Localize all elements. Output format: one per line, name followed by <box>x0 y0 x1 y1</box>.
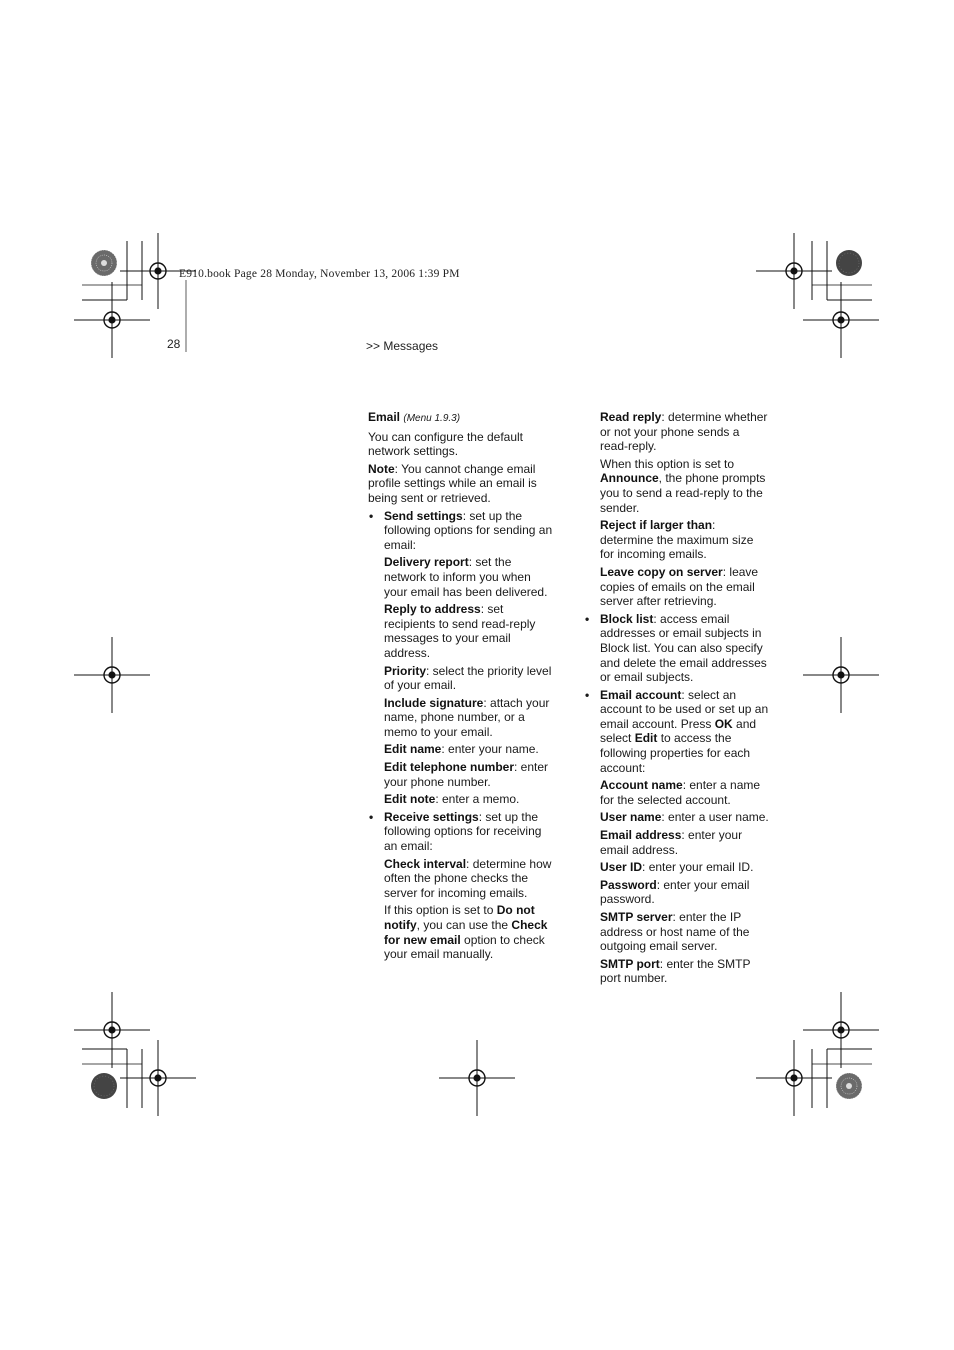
list-item: If this option is set to Do not notify, you can use the Check for new email option to check your email manually. <box>384 903 548 962</box>
registration-crosshair-icon <box>756 233 832 309</box>
color-bar-star-icon <box>836 1073 862 1099</box>
color-bar-dot-icon <box>91 1073 117 1099</box>
registration-crosshair-icon <box>756 1040 832 1116</box>
list-item: When this option is set to Announce, the phone prompts you to send a read-reply to the sender. <box>600 456 766 515</box>
list-item: Read reply: determine whether or not your phone sends a read-reply. <box>600 410 768 454</box>
block-list-item: • Block list: access email addresses or email subjects in Block list. You can also specify and delete the email addresses or email subjects. <box>584 612 770 685</box>
menu-reference: (Menu 1.9.3) <box>403 413 461 424</box>
registration-crosshair-icon <box>74 992 150 1068</box>
list-item: Account name: enter a name for the selected account. <box>600 778 761 807</box>
list-item: Leave copy on server: leave copies of emails on the email server after retrieving. <box>600 564 759 609</box>
section-title: >> Messages <box>366 339 439 353</box>
email-account-item: • Email account: select an account to be used or set up an email account. Press OK and select Edit to access the following properties for each account: <box>584 688 770 776</box>
list-item: SMTP server: enter the IP address or host name of the outgoing email server. <box>600 910 750 954</box>
registration-crosshair-icon <box>803 992 879 1068</box>
list-item: Priority: select the priority level of your email. <box>384 663 552 693</box>
page-title: Email <box>368 410 401 424</box>
list-item: Password: enter your email password. <box>600 877 750 907</box>
page-number: 28 <box>167 337 181 351</box>
registration-crosshair-icon <box>803 637 879 713</box>
intro-text: You can configure the default network settings. <box>368 429 524 459</box>
registration-crosshair-icon <box>439 1040 515 1116</box>
registration-crosshair-icon <box>803 282 879 358</box>
list-item: Delivery report: set the network to inform you when your email has been delivered. <box>384 555 548 599</box>
list-item: Reply to address: set recipients to send read-reply messages to your email address. <box>384 602 536 660</box>
registration-crosshair-icon <box>74 282 150 358</box>
list-item: User name: enter a user name. <box>600 810 769 825</box>
color-bar-dot-icon <box>836 250 862 276</box>
running-header: E910.book Page 28 Monday, November 13, 2006 1:39 PM <box>179 268 460 280</box>
left-column <box>368 410 554 965</box>
color-bar-star-icon <box>91 250 117 276</box>
list-item: Edit note: enter a memo. <box>384 792 520 807</box>
list-item: Email address: enter your email address. <box>600 828 743 857</box>
receive-settings-item: • Receive settings: set up the following options for receiving an email: <box>368 810 554 854</box>
list-item: Edit telephone number: enter your phone number. <box>384 760 549 789</box>
list-item: User ID: enter your email ID. <box>600 860 754 875</box>
list-item: Edit name: enter your name. <box>384 742 539 757</box>
registration-crosshair-icon <box>120 1040 196 1116</box>
email-heading <box>368 410 554 427</box>
list-item: Include signature: attach your name, phone number, or a memo to your email. <box>384 695 550 739</box>
send-settings-item: • Send settings: set up the following options for sending an email: <box>368 509 554 553</box>
list-item: SMTP port: enter the SMTP port number. <box>600 956 751 986</box>
registration-crosshair-icon <box>74 637 150 713</box>
right-column <box>584 410 770 989</box>
note: Note: You cannot change email profile settings while an email is being sent or retrieved. <box>368 461 537 505</box>
list-item: Reject if larger than: determine the maximum size for incoming emails. <box>600 518 754 562</box>
list-item: Check interval: determine how often the phone checks the server for incoming emails. <box>384 856 552 900</box>
